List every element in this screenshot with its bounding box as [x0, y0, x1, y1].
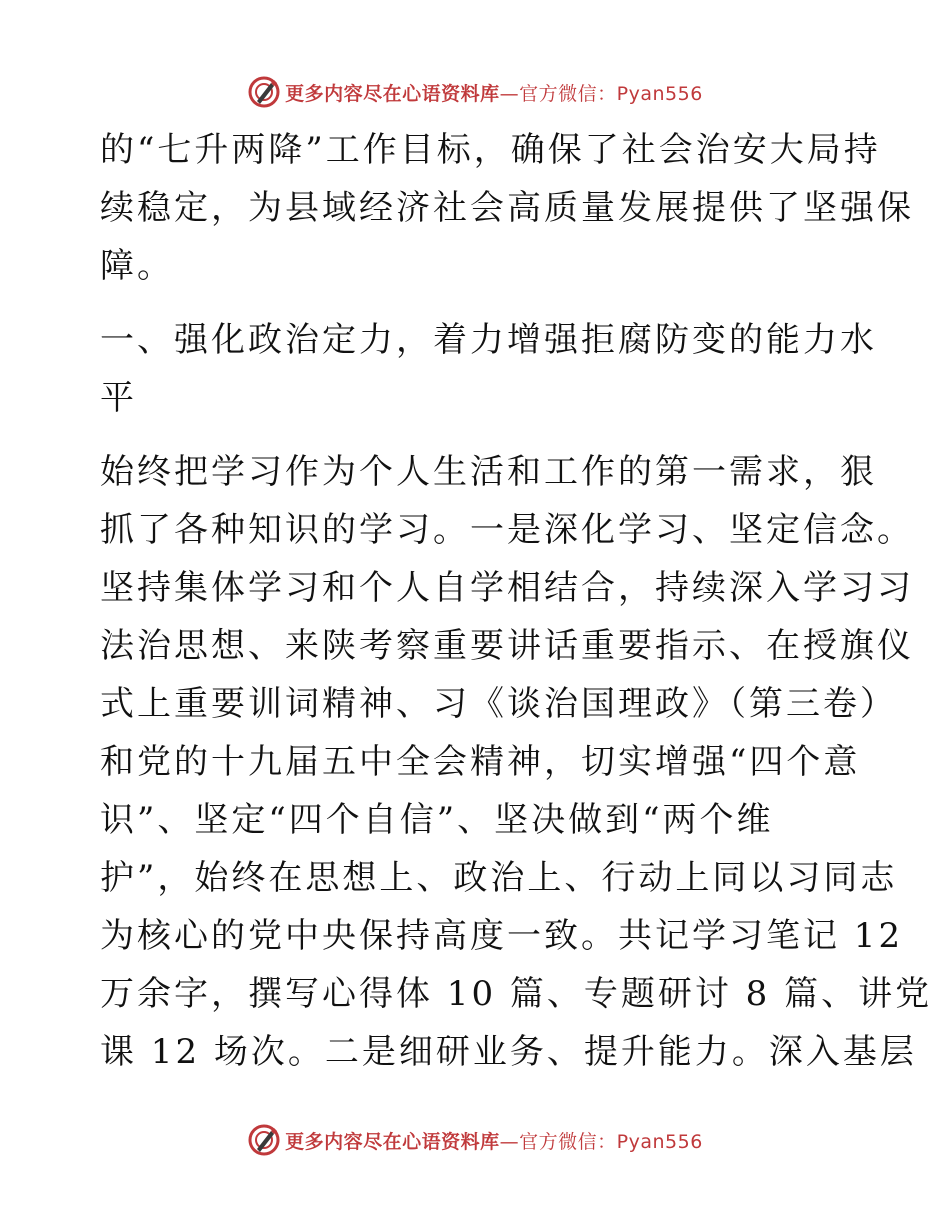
- paragraph-2: [100, 443, 933, 1081]
- text-line: 课 12 场次。二是细研业务、提升能力。深入基层: [100, 1032, 917, 1072]
- heading-line: 一、强化政治定力，着力增强拒腐防变的能力水: [100, 320, 877, 360]
- text-line: 抓了各种知识的学习。一是深化学习、坚定信念。: [100, 510, 914, 550]
- text-line: 万余字，撰写心得体 10 篇、专题研讨 8 篇、讲党: [100, 974, 933, 1014]
- heading-line: 平: [100, 378, 137, 418]
- section-heading-1: [100, 311, 877, 427]
- watermark-brand: 更多内容尽在心语资料库: [285, 82, 500, 105]
- pen-logo-icon: [247, 1123, 281, 1157]
- paragraph-1: [100, 121, 914, 295]
- footer-watermark: [0, 1120, 950, 1160]
- text-line: 和党的十九届五中全会精神，切实增强“四个意: [100, 742, 861, 782]
- header-watermark: [0, 72, 950, 112]
- text-line: 续稳定，为县域经济社会高质量发展提供了坚强保: [100, 188, 914, 228]
- document-body: [100, 121, 933, 1081]
- pen-logo-icon: [247, 75, 281, 109]
- text-line: 法治思想、来陕考察重要讲话重要指示、在授旗仪: [100, 626, 914, 666]
- watermark-contact: —官方微信：Pyan556: [499, 1130, 703, 1153]
- watermark-brand: 更多内容尽在心语资料库: [285, 1130, 500, 1153]
- text-line: 护”，始终在思想上、政治上、行动上同以习同志: [100, 858, 898, 898]
- text-line: 式上重要训词精神、习《谈治国理政》（第三卷）: [100, 684, 897, 724]
- text-line: 的“七升两降”工作目标，确保了社会治安大局持: [100, 130, 881, 170]
- text-line: 障。: [100, 246, 174, 286]
- text-line: 坚持集体学习和个人自学相结合，持续深入学习习: [100, 568, 914, 608]
- watermark-contact: —官方微信：Pyan556: [499, 82, 703, 105]
- text-line: 始终把学习作为个人生活和工作的第一需求，狠: [100, 452, 877, 492]
- text-line: 为核心的党中央保持高度一致。共记学习笔记 12: [100, 916, 904, 956]
- text-line: 识”、坚定“四个自信”、坚决做到“两个维: [100, 800, 774, 840]
